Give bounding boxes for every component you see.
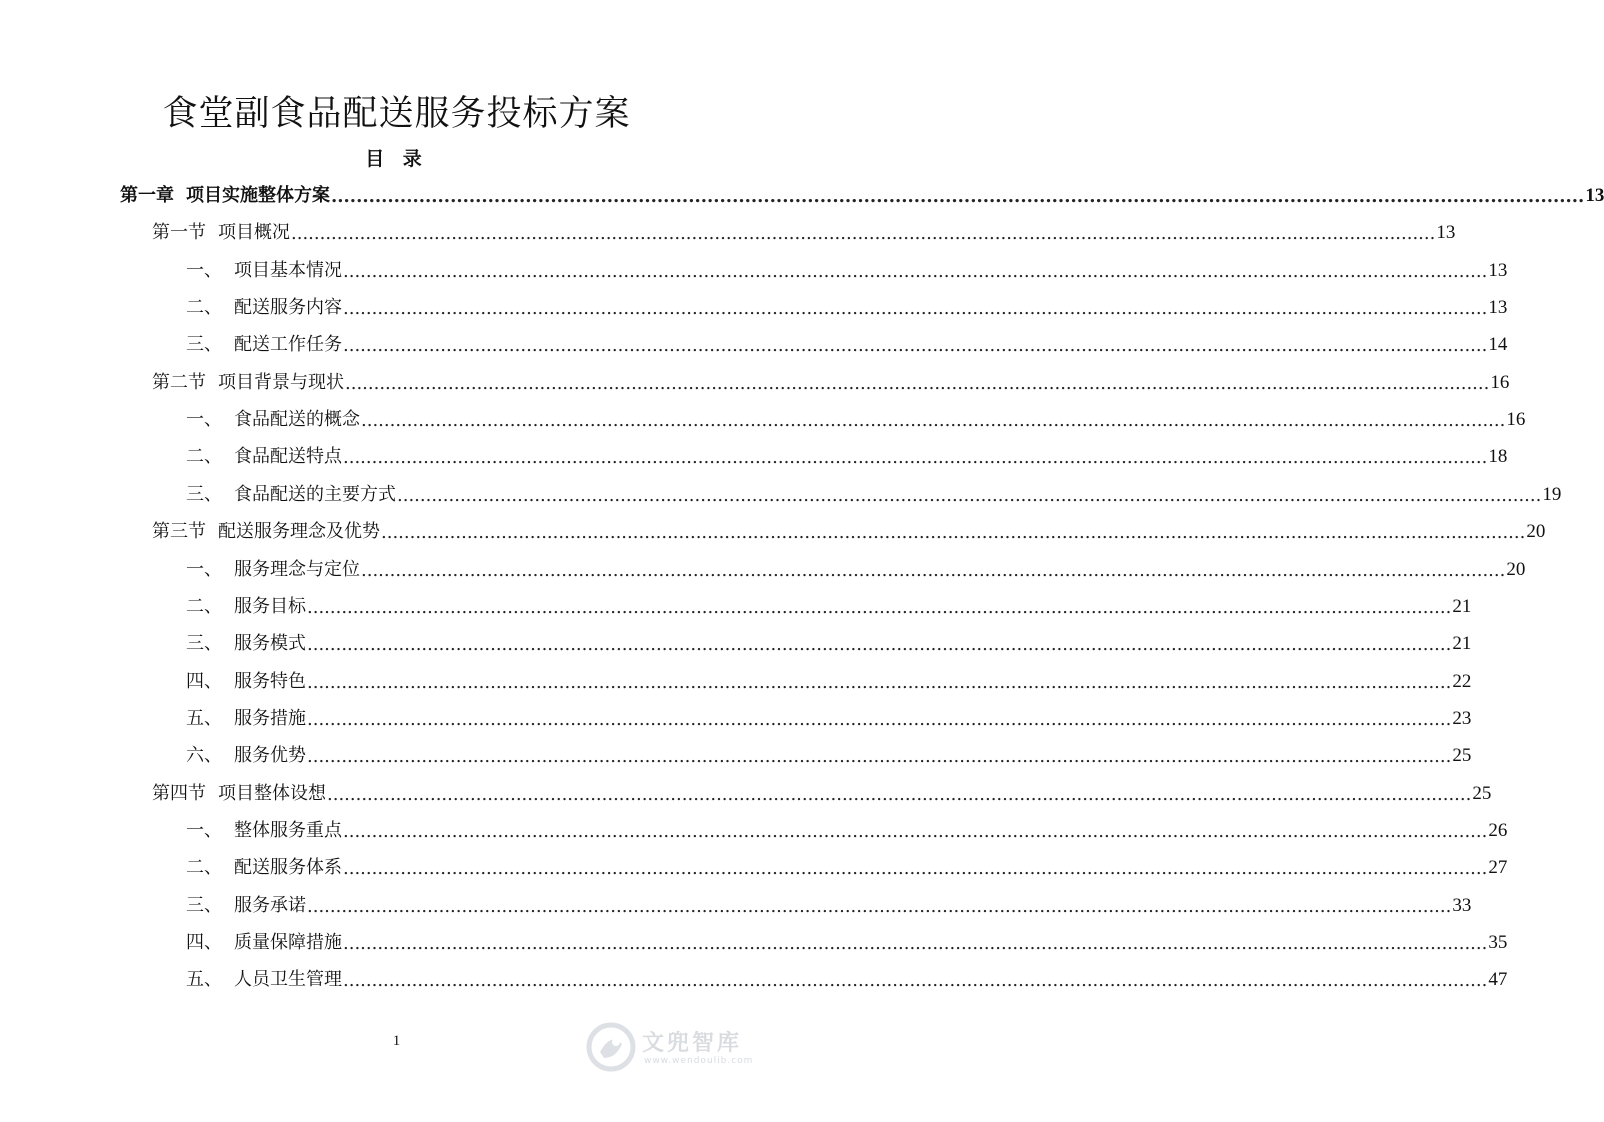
toc-entry-page: 13	[1488, 297, 1508, 319]
toc-entry-text	[186, 259, 342, 283]
toc-entry-page: 21	[1452, 633, 1472, 655]
toc-entry-title: 人员卫生管理	[234, 969, 342, 991]
toc-entry-text	[186, 408, 360, 432]
toc-entry-text	[186, 894, 306, 918]
toc-entry-title: 项目基本情况	[234, 259, 342, 281]
toc-dot-leader: ........................................................................................................................................................................................................	[361, 559, 1506, 581]
toc-entry-text	[186, 856, 342, 880]
toc-entry-label: 一、	[186, 819, 222, 841]
toc-entry-page: 19	[1542, 483, 1562, 505]
toc-entry-text	[186, 333, 342, 357]
toc-entry-label: 一、	[186, 259, 222, 281]
toc-heading: 目 录	[365, 148, 428, 170]
toc-entry-text	[152, 520, 380, 544]
toc-dot-leader: ........................................................................................................................................................................................................	[361, 410, 1506, 432]
toc-entry-title: 配送服务理念及优势	[218, 521, 380, 543]
toc-dot-leader: ........................................................................................................................................................................................................	[291, 223, 1436, 245]
toc-entry[interactable]	[186, 552, 1526, 582]
toc-dot-leader: ........................................................................................................................................................................................................	[343, 933, 1488, 954]
toc-entry-page: 27	[1488, 857, 1508, 879]
toc-entry-page: 23	[1452, 707, 1472, 729]
toc-entry[interactable]	[120, 178, 1604, 208]
toc-entry[interactable]	[186, 477, 1562, 507]
toc-dot-leader: ........................................................................................................................................................................................................	[307, 671, 1452, 693]
toc-entry-page: 35	[1488, 932, 1508, 953]
toc-entry-text	[186, 632, 306, 656]
toc-entry-text	[186, 483, 396, 507]
toc-entry-page: 33	[1452, 894, 1472, 916]
toc-entry[interactable]	[152, 215, 1456, 245]
toc-dot-leader: ........................................................................................................................................................................................................	[343, 858, 1488, 880]
toc-entry-label: 三、	[186, 483, 222, 505]
toc-entry-page: 20	[1526, 521, 1546, 543]
toc-entry-page: 21	[1452, 595, 1472, 617]
toc-entry-text	[186, 445, 342, 469]
toc-dot-leader: ........................................................................................................................................................................................................	[343, 447, 1488, 469]
toc-entry-title: 配送服务体系	[234, 857, 342, 879]
toc-dot-leader: ........................................................................................................................................................................................................	[343, 820, 1488, 842]
page-number: 1	[392, 1033, 401, 1049]
toc-entry-title: 食品配送的主要方式	[234, 483, 396, 505]
toc-entry-page: 13	[1488, 259, 1508, 281]
toc-entry-label: 第二节	[152, 371, 206, 393]
toc-dot-leader: ........................................................................................................................................................................................................	[343, 298, 1488, 320]
toc-entry-label: 第三节	[152, 521, 206, 543]
toc-dot-leader: ........................................................................................................................................................................................................	[331, 186, 1585, 207]
toc-dot-leader: ........................................................................................................................................................................................................	[381, 522, 1526, 544]
toc-entry-title: 服务承诺	[234, 894, 306, 916]
toc-entry-label: 第一章	[120, 185, 174, 206]
toc-entry-text	[152, 371, 344, 395]
toc-entry-page: 26	[1488, 819, 1508, 841]
toc-entry-text	[186, 670, 306, 694]
toc-entry-title: 整体服务重点	[234, 819, 342, 841]
toc-entry-label: 二、	[186, 297, 222, 319]
toc-entry-text	[186, 296, 342, 320]
toc-entry-title: 服务特色	[234, 670, 306, 692]
toc-entry-label: 三、	[186, 894, 222, 916]
toc-entry-title: 食品配送特点	[234, 446, 342, 468]
toc-entry-label: 三、	[186, 334, 222, 356]
toc-entry[interactable]	[186, 402, 1526, 432]
toc-entry-title: 项目概况	[218, 222, 290, 244]
toc-entry-text	[186, 744, 306, 768]
toc-entry-title: 服务优势	[234, 745, 306, 767]
toc-entry-title: 项目实施整体方案	[186, 185, 330, 206]
toc-entry-label: 三、	[186, 633, 222, 655]
toc-entry[interactable]	[186, 925, 1508, 955]
toc-dot-leader: ........................................................................................................................................................................................................	[307, 596, 1452, 618]
toc-entry[interactable]	[186, 253, 1508, 283]
toc-dot-leader: ........................................................................................................................................................................................................	[307, 746, 1452, 768]
toc-entry-text	[186, 595, 306, 619]
toc-entry-label: 六、	[186, 745, 222, 767]
toc-entry-text	[186, 931, 342, 955]
toc-dot-leader: ........................................................................................................................................................................................................	[345, 372, 1490, 394]
toc-entry-title: 质量保障措施	[234, 932, 342, 953]
toc-entry-page: 16	[1506, 409, 1526, 431]
toc-entry-label: 二、	[186, 857, 222, 879]
toc-entry-label: 五、	[186, 969, 222, 991]
toc-entry-text	[152, 221, 290, 245]
toc-entry-page: 18	[1488, 446, 1508, 468]
watermark-text: 文兜智库	[642, 1031, 743, 1056]
toc-entry-label: 四、	[186, 932, 222, 953]
toc-entry-title: 配送工作任务	[234, 334, 342, 356]
toc-dot-leader: ........................................................................................................................................................................................................	[343, 260, 1488, 282]
toc-entry-label: 一、	[186, 558, 222, 580]
toc-entry-text	[120, 184, 330, 208]
toc-entry[interactable]	[186, 813, 1508, 843]
toc-entry[interactable]	[186, 850, 1508, 880]
toc-entry[interactable]	[186, 290, 1508, 320]
toc-entry-page: 47	[1488, 969, 1508, 991]
toc-entry-label: 四、	[186, 670, 222, 692]
document-title: 食堂副食品配送服务投标方案	[162, 94, 631, 134]
toc-entry[interactable]	[152, 365, 1510, 395]
toc-dot-leader: ........................................................................................................................................................................................................	[307, 634, 1452, 656]
wendou-logo-icon	[586, 1022, 636, 1072]
watermark-url: www.wendoulib.com	[644, 1056, 754, 1066]
toc-entry[interactable]	[186, 664, 1472, 694]
toc-entry-title: 服务目标	[234, 595, 306, 617]
toc-entry[interactable]	[186, 626, 1472, 656]
toc-dot-leader: ........................................................................................................................................................................................................	[327, 783, 1472, 805]
toc-entry-page: 25	[1452, 745, 1472, 767]
toc-entry[interactable]	[186, 738, 1472, 768]
toc-entry[interactable]	[186, 589, 1472, 619]
toc-entry-title: 项目背景与现状	[218, 371, 344, 393]
toc-dot-leader: ........................................................................................................................................................................................................	[343, 335, 1488, 357]
toc-entry-page: 13	[1436, 222, 1456, 244]
toc-dot-leader: ........................................................................................................................................................................................................	[307, 708, 1452, 730]
toc-entry-label: 二、	[186, 446, 222, 468]
toc-entry[interactable]	[152, 514, 1546, 544]
toc-entry-text	[186, 819, 342, 843]
toc-entry-text	[186, 968, 342, 992]
toc-entry-text	[186, 707, 306, 731]
toc-entry-title: 服务模式	[234, 633, 306, 655]
toc-entry[interactable]	[186, 888, 1472, 918]
toc-dot-leader: ........................................................................................................................................................................................................	[307, 895, 1452, 917]
toc-entry[interactable]	[186, 701, 1472, 731]
toc-entry[interactable]	[186, 962, 1508, 992]
toc-dot-leader: ........................................................................................................................................................................................................	[343, 970, 1488, 992]
toc-entry-label: 一、	[186, 409, 222, 431]
toc-entry-label: 五、	[186, 707, 222, 729]
toc-entry-title: 食品配送的概念	[234, 409, 360, 431]
toc-entry-title: 服务措施	[234, 707, 306, 729]
watermark	[586, 1020, 776, 1078]
toc-entry-title: 配送服务内容	[234, 297, 342, 319]
toc-entry-label: 第一节	[152, 222, 206, 244]
toc-entry-text	[152, 782, 326, 806]
toc-entry-page: 13	[1585, 185, 1604, 206]
toc-entry-label: 第四节	[152, 782, 206, 804]
toc-entry-page: 22	[1452, 670, 1472, 692]
toc-entry-page: 25	[1472, 782, 1492, 804]
toc-entry-text	[186, 558, 360, 582]
toc-entry-page: 14	[1488, 334, 1508, 356]
toc-entry-title: 项目整体设想	[218, 782, 326, 804]
toc-entry-label: 二、	[186, 595, 222, 617]
toc-entry[interactable]	[152, 776, 1492, 806]
toc-dot-leader: ........................................................................................................................................................................................................	[397, 484, 1542, 506]
toc-entry-title: 服务理念与定位	[234, 558, 360, 580]
toc-entry-page: 16	[1490, 371, 1510, 393]
toc-entry-page: 20	[1506, 558, 1526, 580]
toc-entry[interactable]	[186, 327, 1508, 357]
toc-entry[interactable]	[186, 439, 1508, 469]
